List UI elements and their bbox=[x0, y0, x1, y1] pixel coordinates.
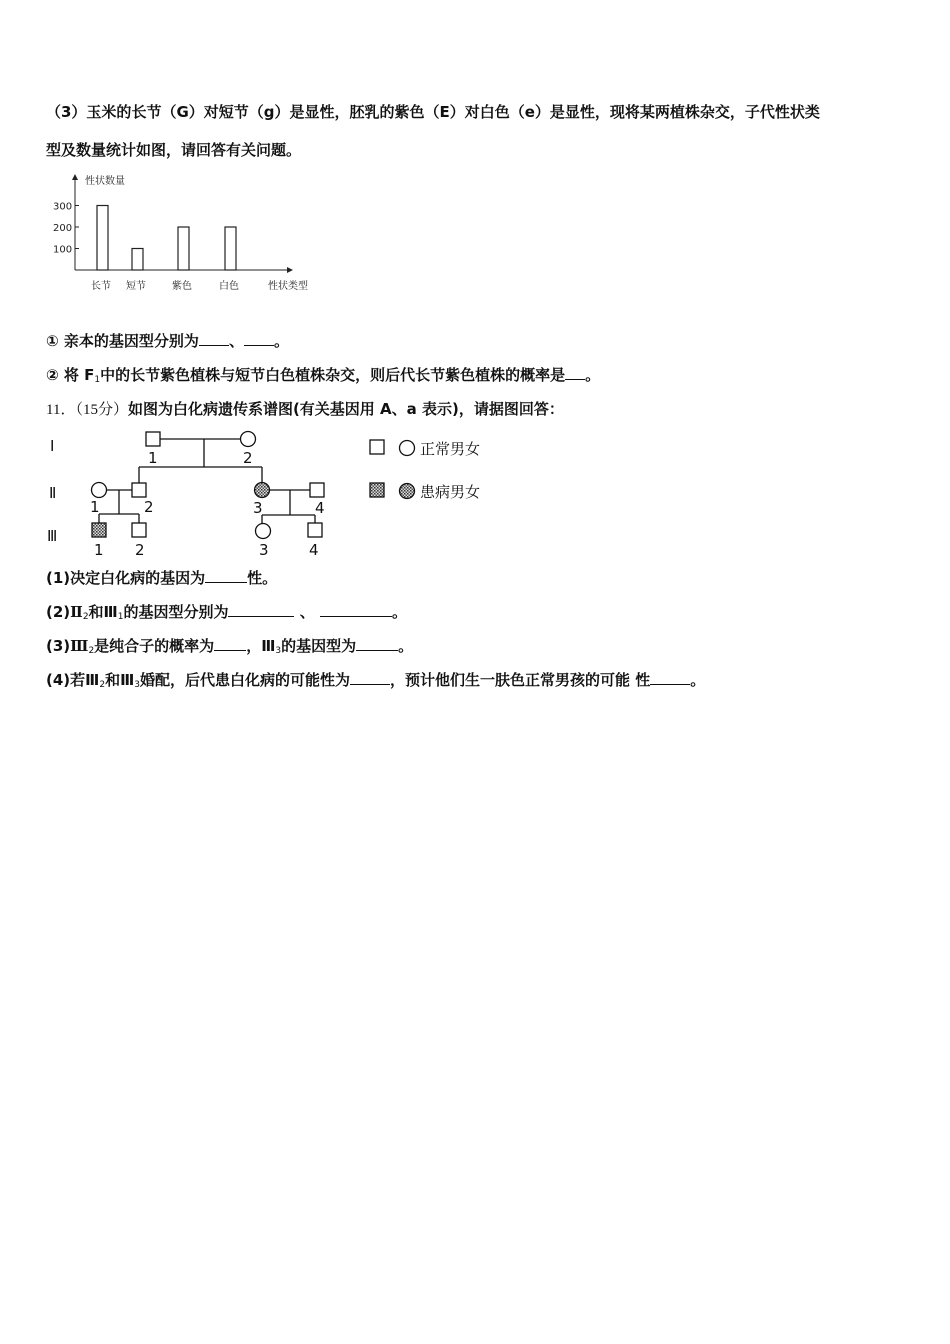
answer-blank[interactable] bbox=[356, 636, 398, 651]
question-11-part-3: $(3)Ⅲ_2$是纯合子的概率为 ，$Ⅲ_3$的基因型为 。 bbox=[46, 637, 414, 656]
legend-normal-label: 正常男女 bbox=[420, 440, 481, 458]
x-category-label: 紫色 bbox=[172, 281, 192, 292]
answer-blank[interactable] bbox=[244, 331, 274, 346]
y-tick-label: 100 bbox=[53, 244, 73, 256]
answer-blank[interactable] bbox=[214, 636, 246, 651]
x-axis-label: 性状类型 bbox=[268, 281, 308, 292]
x-category-label: 白色 bbox=[219, 281, 239, 292]
answer-blank[interactable] bbox=[650, 670, 690, 685]
question-11-part-4: (4)若$Ⅲ_2$和$Ⅲ_3$婚配，后代患白化病的可能性为 ，预计他们生一肤色正常男孩的可能 性 。 bbox=[46, 671, 706, 690]
svg-text:2: 2 bbox=[135, 541, 145, 559]
svg-text:2: 2 bbox=[243, 449, 253, 467]
x-category-label: 短节 bbox=[126, 281, 146, 292]
legend-symbols-affected bbox=[368, 481, 418, 501]
III-4-normal-male bbox=[308, 523, 322, 537]
y-tick-label: 200 bbox=[53, 223, 73, 234]
question-11-part-2: $(2)Ⅱ_2$和$Ⅲ_1$的基因型分别为 、 。 bbox=[46, 603, 407, 622]
answer-blank[interactable] bbox=[199, 331, 229, 346]
question-3-stem-line2: 型及数量统计如图，请回答有关问题。 bbox=[46, 141, 302, 159]
generation-II-label: Ⅱ bbox=[49, 484, 57, 502]
bar-2 bbox=[178, 227, 189, 270]
II-4-normal-male bbox=[310, 483, 324, 497]
svg-text:3: 3 bbox=[253, 499, 263, 517]
svg-text:1: 1 bbox=[148, 449, 158, 467]
I-2-normal-female bbox=[241, 432, 256, 447]
answer-blank[interactable] bbox=[565, 365, 585, 380]
affected-female-icon bbox=[400, 484, 415, 499]
answer-blank[interactable] bbox=[320, 602, 392, 617]
generation-III-label: Ⅲ bbox=[47, 527, 58, 545]
question-3-part-2: ② 将 $F_1$中的长节紫色植株与短节白色植株杂交，则后代长节紫色植株的概率是 。 bbox=[46, 366, 601, 385]
II-1-normal-female bbox=[92, 483, 107, 498]
x-category-label: 长节 bbox=[91, 281, 111, 292]
normal-male-icon bbox=[370, 440, 384, 454]
I-1-normal-male bbox=[146, 432, 160, 446]
answer-blank[interactable] bbox=[350, 670, 390, 685]
albinism-pedigree-chart bbox=[40, 425, 340, 565]
normal-female-icon bbox=[400, 441, 415, 456]
III-3-normal-female bbox=[256, 524, 271, 539]
bar-1 bbox=[132, 249, 143, 271]
question-3-part-1: ① 亲本的基因型分别为 、 。 bbox=[46, 332, 289, 350]
bar-0 bbox=[97, 206, 108, 271]
legend-symbols-normal bbox=[368, 438, 418, 458]
question-3-stem-line1: （3）玉米的长节（G）对短节（g）是显性，胚乳的紫色（E）对白色（e）是显性，现将某两植株杂交，子代性状类 bbox=[46, 103, 820, 121]
question-11-stem: 11．（15分）如图为白化病遗传系谱图(有关基因用 A、a 表示)，请据图回答： bbox=[46, 400, 564, 418]
II-3-affected-female bbox=[255, 483, 270, 498]
question-number: 11．（15分） bbox=[46, 402, 128, 418]
II-2-normal-male bbox=[132, 483, 146, 497]
III-2-normal-male bbox=[132, 523, 146, 537]
svg-text:3: 3 bbox=[259, 541, 269, 559]
affected-male-icon bbox=[370, 483, 384, 497]
svg-text:1: 1 bbox=[90, 498, 100, 516]
y-tick-label: 300 bbox=[53, 201, 73, 213]
svg-text:1: 1 bbox=[94, 541, 104, 559]
answer-blank[interactable] bbox=[205, 568, 247, 583]
svg-text:4: 4 bbox=[309, 541, 319, 559]
question-11-part-1: (1)决定白化病的基因为 性。 bbox=[46, 569, 278, 587]
generation-I-label: Ⅰ bbox=[50, 437, 55, 455]
svg-text:2: 2 bbox=[144, 498, 154, 516]
answer-blank[interactable] bbox=[228, 602, 294, 617]
trait-count-bar-chart bbox=[40, 165, 330, 300]
legend-affected-label: 患病男女 bbox=[420, 483, 481, 501]
III-1-affected-male bbox=[92, 523, 106, 537]
bar-3 bbox=[225, 227, 236, 270]
y-axis-label: 性状数量 bbox=[85, 176, 125, 187]
svg-text:4: 4 bbox=[315, 499, 325, 517]
